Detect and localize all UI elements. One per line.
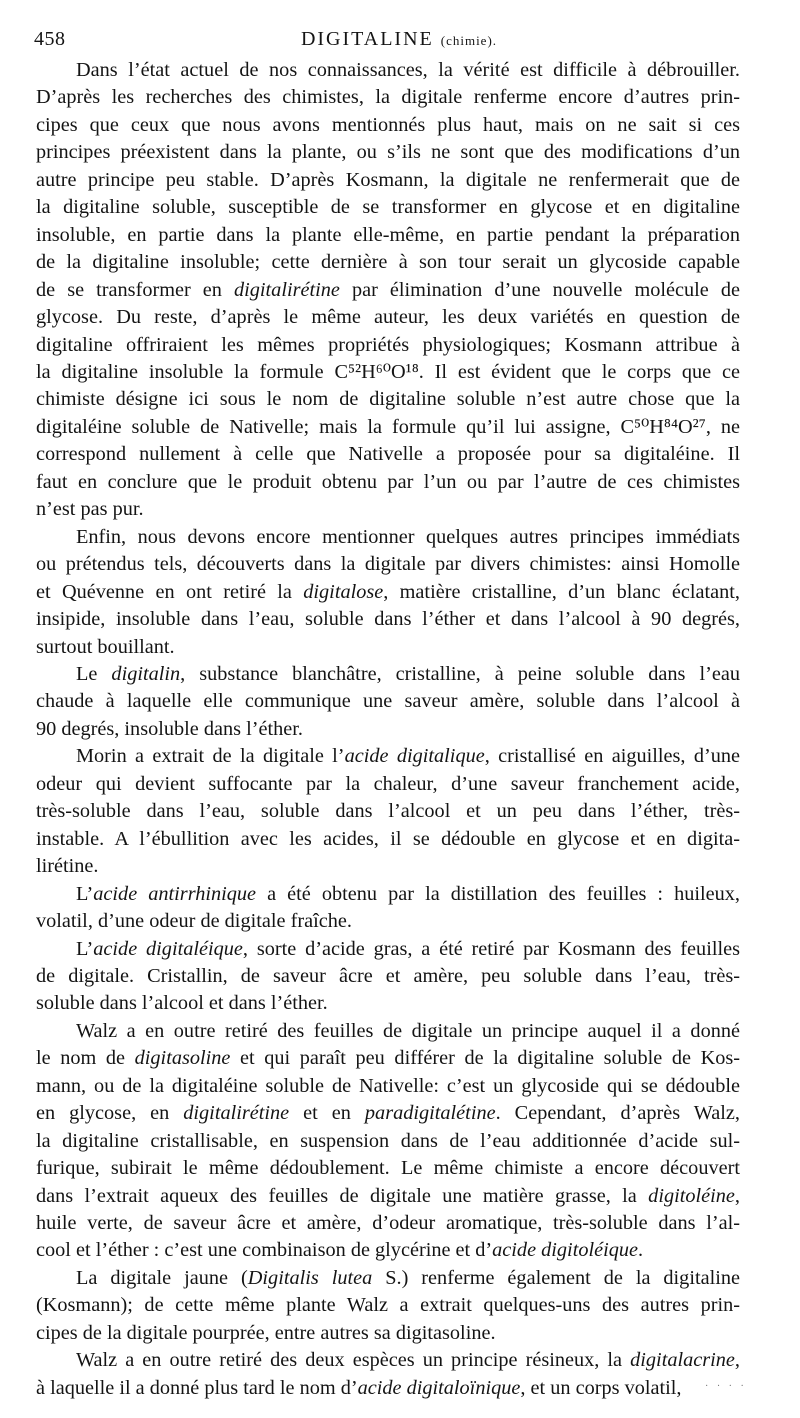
text-segment: Morin a extrait de la digitale l’ xyxy=(76,745,345,768)
text-line xyxy=(36,716,740,743)
text-segment: cipes de la digitale pourprée, entre autres sa digitasoline. xyxy=(36,1321,496,1344)
text-line xyxy=(36,908,740,935)
text-segment: odeur qui devient suffocante par la chaleur, d’une saveur franchement acide, xyxy=(36,772,740,795)
text-line xyxy=(36,469,740,496)
text-line xyxy=(36,496,740,523)
text-line xyxy=(36,57,740,84)
paragraph xyxy=(36,1265,740,1347)
text-line xyxy=(36,1045,740,1072)
text-line xyxy=(36,826,740,853)
text-line xyxy=(36,222,740,249)
text-segment: de la digitaline insoluble; cette dernière à son tour serait un glycoside capable xyxy=(36,251,740,274)
running-title xyxy=(34,28,764,51)
running-title-main: DIGITALINE xyxy=(300,28,434,50)
italic-term: acide digitalique xyxy=(344,745,485,768)
italic-term: acide antirrhinique xyxy=(93,882,257,905)
text-segment: chaude à laquelle elle communique une saveur amère, soluble dans l’alcool à xyxy=(36,690,740,713)
text-segment: principes préexistent dans la plante, ou s’ils ne sont que des modifications d’un xyxy=(36,141,740,164)
italic-term: acide digitaloïnique xyxy=(357,1376,521,1399)
running-title-subtitle: (chimie). xyxy=(440,33,498,48)
text-line xyxy=(36,579,740,606)
text-segment: et Quévenne en ont retiré la xyxy=(36,580,304,603)
text-segment: digitaline offriraient les mêmes propriétés physiologiques; Kosmann attribue à xyxy=(36,333,740,356)
text-segment: très-soluble dans l’eau, soluble dans l’alcool et un peu dans l’éther, très- xyxy=(36,800,740,823)
text-segment: , xyxy=(734,1184,740,1207)
text-line xyxy=(36,304,740,331)
text-line xyxy=(36,1155,740,1182)
text-segment: cool et l’éther : c’est une combinaison de glycérine et d’ xyxy=(36,1239,493,1262)
text-segment: . Cependant, d’après Walz, xyxy=(495,1102,740,1125)
text-segment: la digitaline cristallisable, en suspension dans de l’eau additionnée d’acide sul- xyxy=(36,1129,740,1152)
text-segment: la digitaline insoluble la formule C⁵²H⁶⁰O¹⁸. Il est évident que le corps que ce xyxy=(36,360,740,383)
text-segment: autre principe peu stable. D’après Kosmann, la digitale ne renfermerait que de xyxy=(36,168,740,191)
italic-term: acide digitaléique xyxy=(93,937,243,960)
text-line xyxy=(36,798,740,825)
italic-term: acide digitoléique xyxy=(492,1239,639,1262)
text-line xyxy=(36,688,740,715)
paragraph xyxy=(36,524,740,661)
text-line xyxy=(36,634,740,661)
text-segment: insoluble, en partie dans la plante elle-même, en partie pendant la préparation xyxy=(36,223,740,246)
text-segment: huile verte, de saveur âcre et amère, d’odeur aromatique, très-soluble dans l’al- xyxy=(36,1212,740,1235)
text-line xyxy=(36,1073,740,1100)
text-segment: de digitale. Cristallin, de saveur âcre et amère, peu soluble dans l’eau, très- xyxy=(36,964,740,987)
text-segment: volatil, d’une odeur de digitale fraîche. xyxy=(36,910,352,933)
text-segment: dans l’extrait aqueux des feuilles de digitale une matière grasse, la xyxy=(36,1184,649,1207)
italic-term: digitalirétine xyxy=(234,278,340,301)
text-line xyxy=(36,524,740,551)
text-segment: L’ xyxy=(76,937,94,960)
text-line xyxy=(36,112,740,139)
text-segment: a été obtenu par la distillation des feuilles : huileux, xyxy=(256,882,740,905)
text-line xyxy=(36,1237,740,1264)
text-segment: Walz a en outre retiré des deux espèces un principe résineux, la xyxy=(76,1349,631,1372)
text-line xyxy=(36,277,740,304)
text-line xyxy=(36,386,740,413)
text-segment: correspond nullement à celle que Nativelle a proposée pour sa digitaléine. Il xyxy=(36,443,740,466)
paragraph xyxy=(36,1018,740,1265)
text-line xyxy=(36,990,740,1017)
italic-term: digitalacrine xyxy=(630,1349,735,1372)
text-segment: par élimination d’une nouvelle molécule de xyxy=(339,278,740,301)
text-line xyxy=(36,1265,740,1292)
text-segment: lirétine. xyxy=(36,855,99,878)
italic-term: digitalin xyxy=(111,662,181,685)
paragraph xyxy=(36,881,740,936)
text-segment: à laquelle il a donné plus tard le nom d’ xyxy=(36,1376,358,1399)
italic-term: paradigitalétine xyxy=(364,1102,496,1125)
text-line xyxy=(36,1375,740,1402)
text-segment: , et un corps volatil, xyxy=(520,1376,682,1399)
italic-term: Digitalis lutea xyxy=(247,1266,373,1289)
text-line xyxy=(36,661,740,688)
italic-term: digitalose xyxy=(303,580,384,603)
text-segment: (Kosmann); de cette même plante Walz a extrait quelques-uns des autres prin- xyxy=(36,1294,740,1317)
text-line xyxy=(36,84,740,111)
text-line xyxy=(36,1210,740,1237)
italic-term: digitoléine xyxy=(648,1184,735,1207)
italic-term: digitasoline xyxy=(134,1047,231,1070)
text-segment: 90 degrés, insoluble dans l’éther. xyxy=(36,717,303,740)
text-segment: n’est pas pur. xyxy=(36,498,144,521)
text-segment: et en xyxy=(289,1102,365,1125)
text-line xyxy=(36,853,740,880)
text-line xyxy=(36,359,740,386)
text-segment: digitaléine soluble de Nativelle; mais la formule qu’il lui assigne, C⁵⁰H⁸⁴O²⁷, ne xyxy=(36,415,740,438)
text-line xyxy=(36,1292,740,1319)
text-line xyxy=(36,551,740,578)
text-segment: le nom de xyxy=(36,1047,135,1070)
text-segment: S.) renferme également de la digitaline xyxy=(372,1266,741,1289)
text-line xyxy=(36,1320,740,1347)
text-line xyxy=(36,1128,740,1155)
text-segment: Le xyxy=(76,662,112,685)
running-header xyxy=(34,26,764,56)
text-segment: glycose. Du reste, d’après le même auteur, les deux variétés en question de xyxy=(36,306,740,329)
text-line xyxy=(36,606,740,633)
paragraph xyxy=(36,936,740,1018)
text-segment: ou prétendus tels, découverts dans la digitale par divers chimistes: ainsi Homolle xyxy=(36,553,740,576)
text-segment: , sorte d’acide gras, a été retiré par Kosmann des feuilles xyxy=(242,937,740,960)
text-segment: soluble dans l’alcool et dans l’éther. xyxy=(36,992,328,1015)
text-line xyxy=(36,194,740,221)
text-segment: Dans l’état actuel de nos connaissances, la vérité est difficile à débrouiller. xyxy=(76,59,740,81)
text-segment: Walz a en outre retiré des feuilles de digitale un principe auquel il a donné xyxy=(76,1019,740,1042)
text-segment: surtout bouillant. xyxy=(36,635,175,658)
text-segment: et qui paraît peu différer de la digitaline soluble de Kos- xyxy=(230,1047,740,1070)
text-segment: , substance blanchâtre, cristalline, à peine soluble dans l’eau xyxy=(180,662,740,685)
text-line xyxy=(36,414,740,441)
text-segment: insipide, insoluble dans l’eau, soluble dans l’éther et dans l’alcool à 90 degrés, xyxy=(36,608,740,631)
printer-mark: · · · · xyxy=(705,1381,747,1392)
text-segment: mann, ou de la digitaléine soluble de Nativelle: c’est un glycoside qui se dédouble xyxy=(36,1074,740,1097)
text-segment: , xyxy=(734,1349,740,1372)
text-line xyxy=(36,963,740,990)
italic-term: digitalirétine xyxy=(183,1102,290,1125)
text-line xyxy=(36,1100,740,1127)
paragraph xyxy=(36,57,740,524)
text-line xyxy=(36,936,740,963)
text-line xyxy=(36,881,740,908)
text-segment: de se transformer en xyxy=(36,278,234,301)
text-segment: la digitaline soluble, susceptible de se transformer en glycose et en digitaline xyxy=(36,196,740,219)
paragraph xyxy=(36,743,740,880)
text-line xyxy=(36,441,740,468)
text-line xyxy=(36,743,740,770)
text-segment: chimiste désigne ici sous le nom de digitaline soluble n’est autre chose que la xyxy=(36,388,740,411)
text-line xyxy=(36,1183,740,1210)
text-segment: L’ xyxy=(76,882,94,905)
text-segment: instable. A l’ébullition avec les acides, il se dédouble en glycose et en digita- xyxy=(36,827,740,850)
text-segment: faut en conclure que le produit obtenu par l’un ou par l’autre de ces chimistes xyxy=(36,470,740,493)
text-segment: . xyxy=(638,1239,644,1262)
text-line xyxy=(36,1018,740,1045)
text-segment: D’après les recherches des chimistes, la digitale renferme encore d’autres prin- xyxy=(36,86,740,109)
text-line xyxy=(36,139,740,166)
text-segment: cipes que ceux que nous avons mentionnés plus haut, mais on ne sait si ces xyxy=(36,113,740,136)
text-line xyxy=(36,332,740,359)
text-line xyxy=(36,249,740,276)
paragraph xyxy=(36,1347,740,1402)
text-line xyxy=(36,1347,740,1374)
text-segment: La digitale jaune ( xyxy=(76,1266,248,1289)
text-line xyxy=(36,771,740,798)
text-line xyxy=(36,167,740,194)
text-segment: en glycose, en xyxy=(36,1102,184,1125)
body-text xyxy=(36,57,740,1402)
text-segment: , matière cristalline, d’un blanc éclatant, xyxy=(383,580,741,603)
page-number: 458 xyxy=(34,28,66,50)
text-segment: , cristallisé en aiguilles, d’une xyxy=(484,745,741,768)
paragraph xyxy=(36,661,740,743)
text-segment: Enfin, nous devons encore mentionner quelques autres principes immédiats xyxy=(76,525,740,548)
text-segment: furique, subirait le même dédoublement. Le même chimiste a encore découvert xyxy=(36,1157,740,1180)
